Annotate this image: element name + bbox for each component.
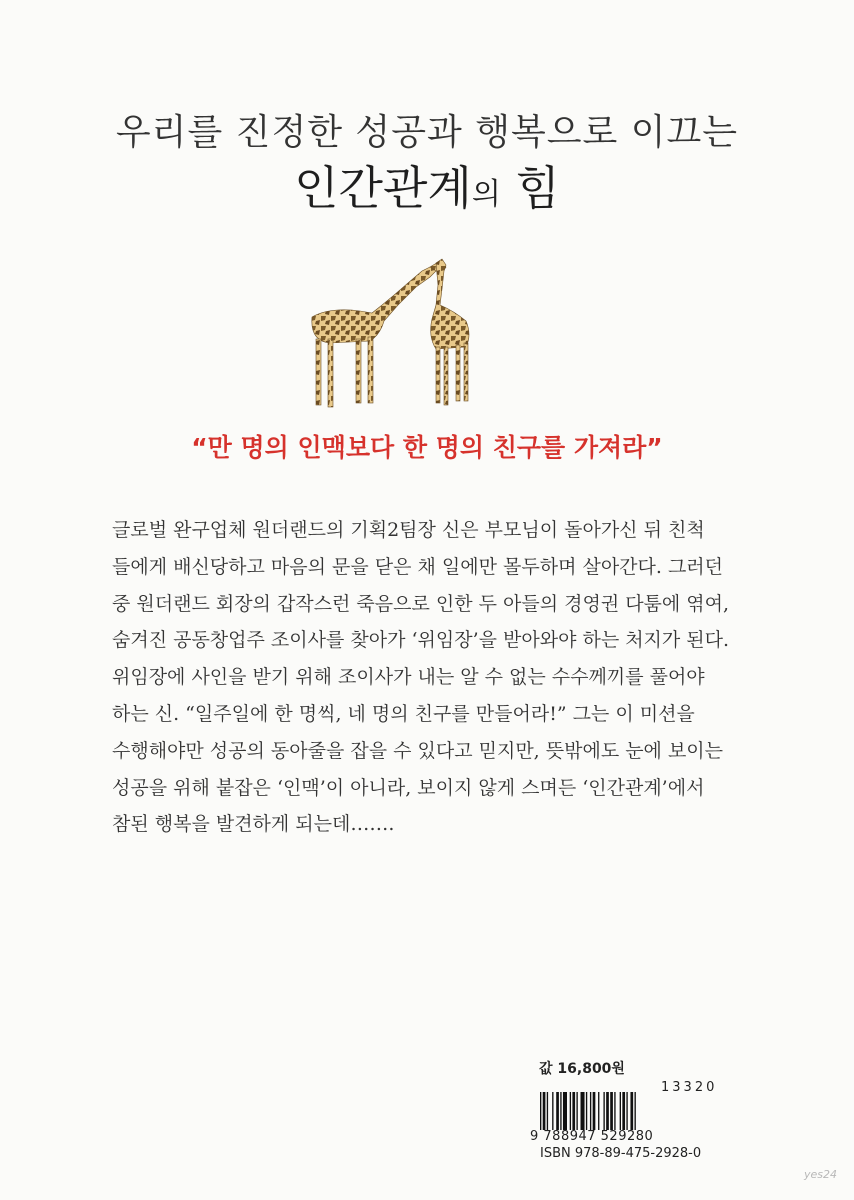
synopsis-line: 참된 행복을 발견하게 되는데……. xyxy=(112,813,395,836)
ean-number: 9 788947 529280 xyxy=(530,1129,654,1144)
synopsis-line: 성공을 위해 붙잡은 ‘인맥’이 아니라, 보이지 않게 스며든 ‘인간관계’에서 xyxy=(112,776,705,799)
highlight-quote: “만 명의 인맥보다 한 명의 친구를 가져라” xyxy=(191,433,663,462)
price-label: 값 16,800원 xyxy=(539,1061,625,1077)
synopsis-line: 위임장에 사인을 받기 위해 조이사가 내는 알 수 없는 수수께끼를 풀어야 xyxy=(112,666,705,689)
barcode xyxy=(540,1092,698,1130)
synopsis xyxy=(112,512,742,843)
watermark-logo: yes24 xyxy=(804,1168,838,1181)
tagline: 우리를 진정한 성공과 행복으로 이끄는 xyxy=(115,112,739,153)
addon-code: 13320 xyxy=(661,1080,718,1095)
synopsis-line: 들에게 배신당하고 마음의 문을 닫은 채 일에만 몰두하며 살아간다. 그러던 xyxy=(112,555,724,578)
book-title xyxy=(0,152,854,218)
synopsis-line: 글로벌 완구업체 원더랜드의 기획2팀장 신은 부모님이 돌아가신 뒤 친척 xyxy=(112,519,705,541)
title-particle: 의 xyxy=(471,177,501,212)
synopsis-line: 하는 신. “일주일에 한 명씩, 네 명의 친구를 만들어라!” 그는 이 미션을 xyxy=(112,702,695,725)
isbn-number: ISBN 978-89-475-2928-0 xyxy=(540,1146,702,1161)
giraffes-illustration xyxy=(290,255,500,415)
small-giraffe xyxy=(431,259,469,405)
title-part-1: 인간관계 xyxy=(294,161,472,215)
synopsis-line: 수행해야만 성공의 동아줄을 잡을 수 있다고 믿지만, 뜻밖에도 눈에 보이는 xyxy=(112,739,724,762)
synopsis-line: 중 원더랜드 회장의 갑작스런 죽음으로 인한 두 아들의 경영권 다툼에 엮여, xyxy=(112,592,730,615)
synopsis-line: 숨겨진 공동창업주 조이사를 찾아가 ‘위임장’을 받아와야 하는 처지가 된다. xyxy=(112,629,730,652)
title-part-2: 힘 xyxy=(500,161,560,215)
large-giraffe xyxy=(312,261,446,407)
